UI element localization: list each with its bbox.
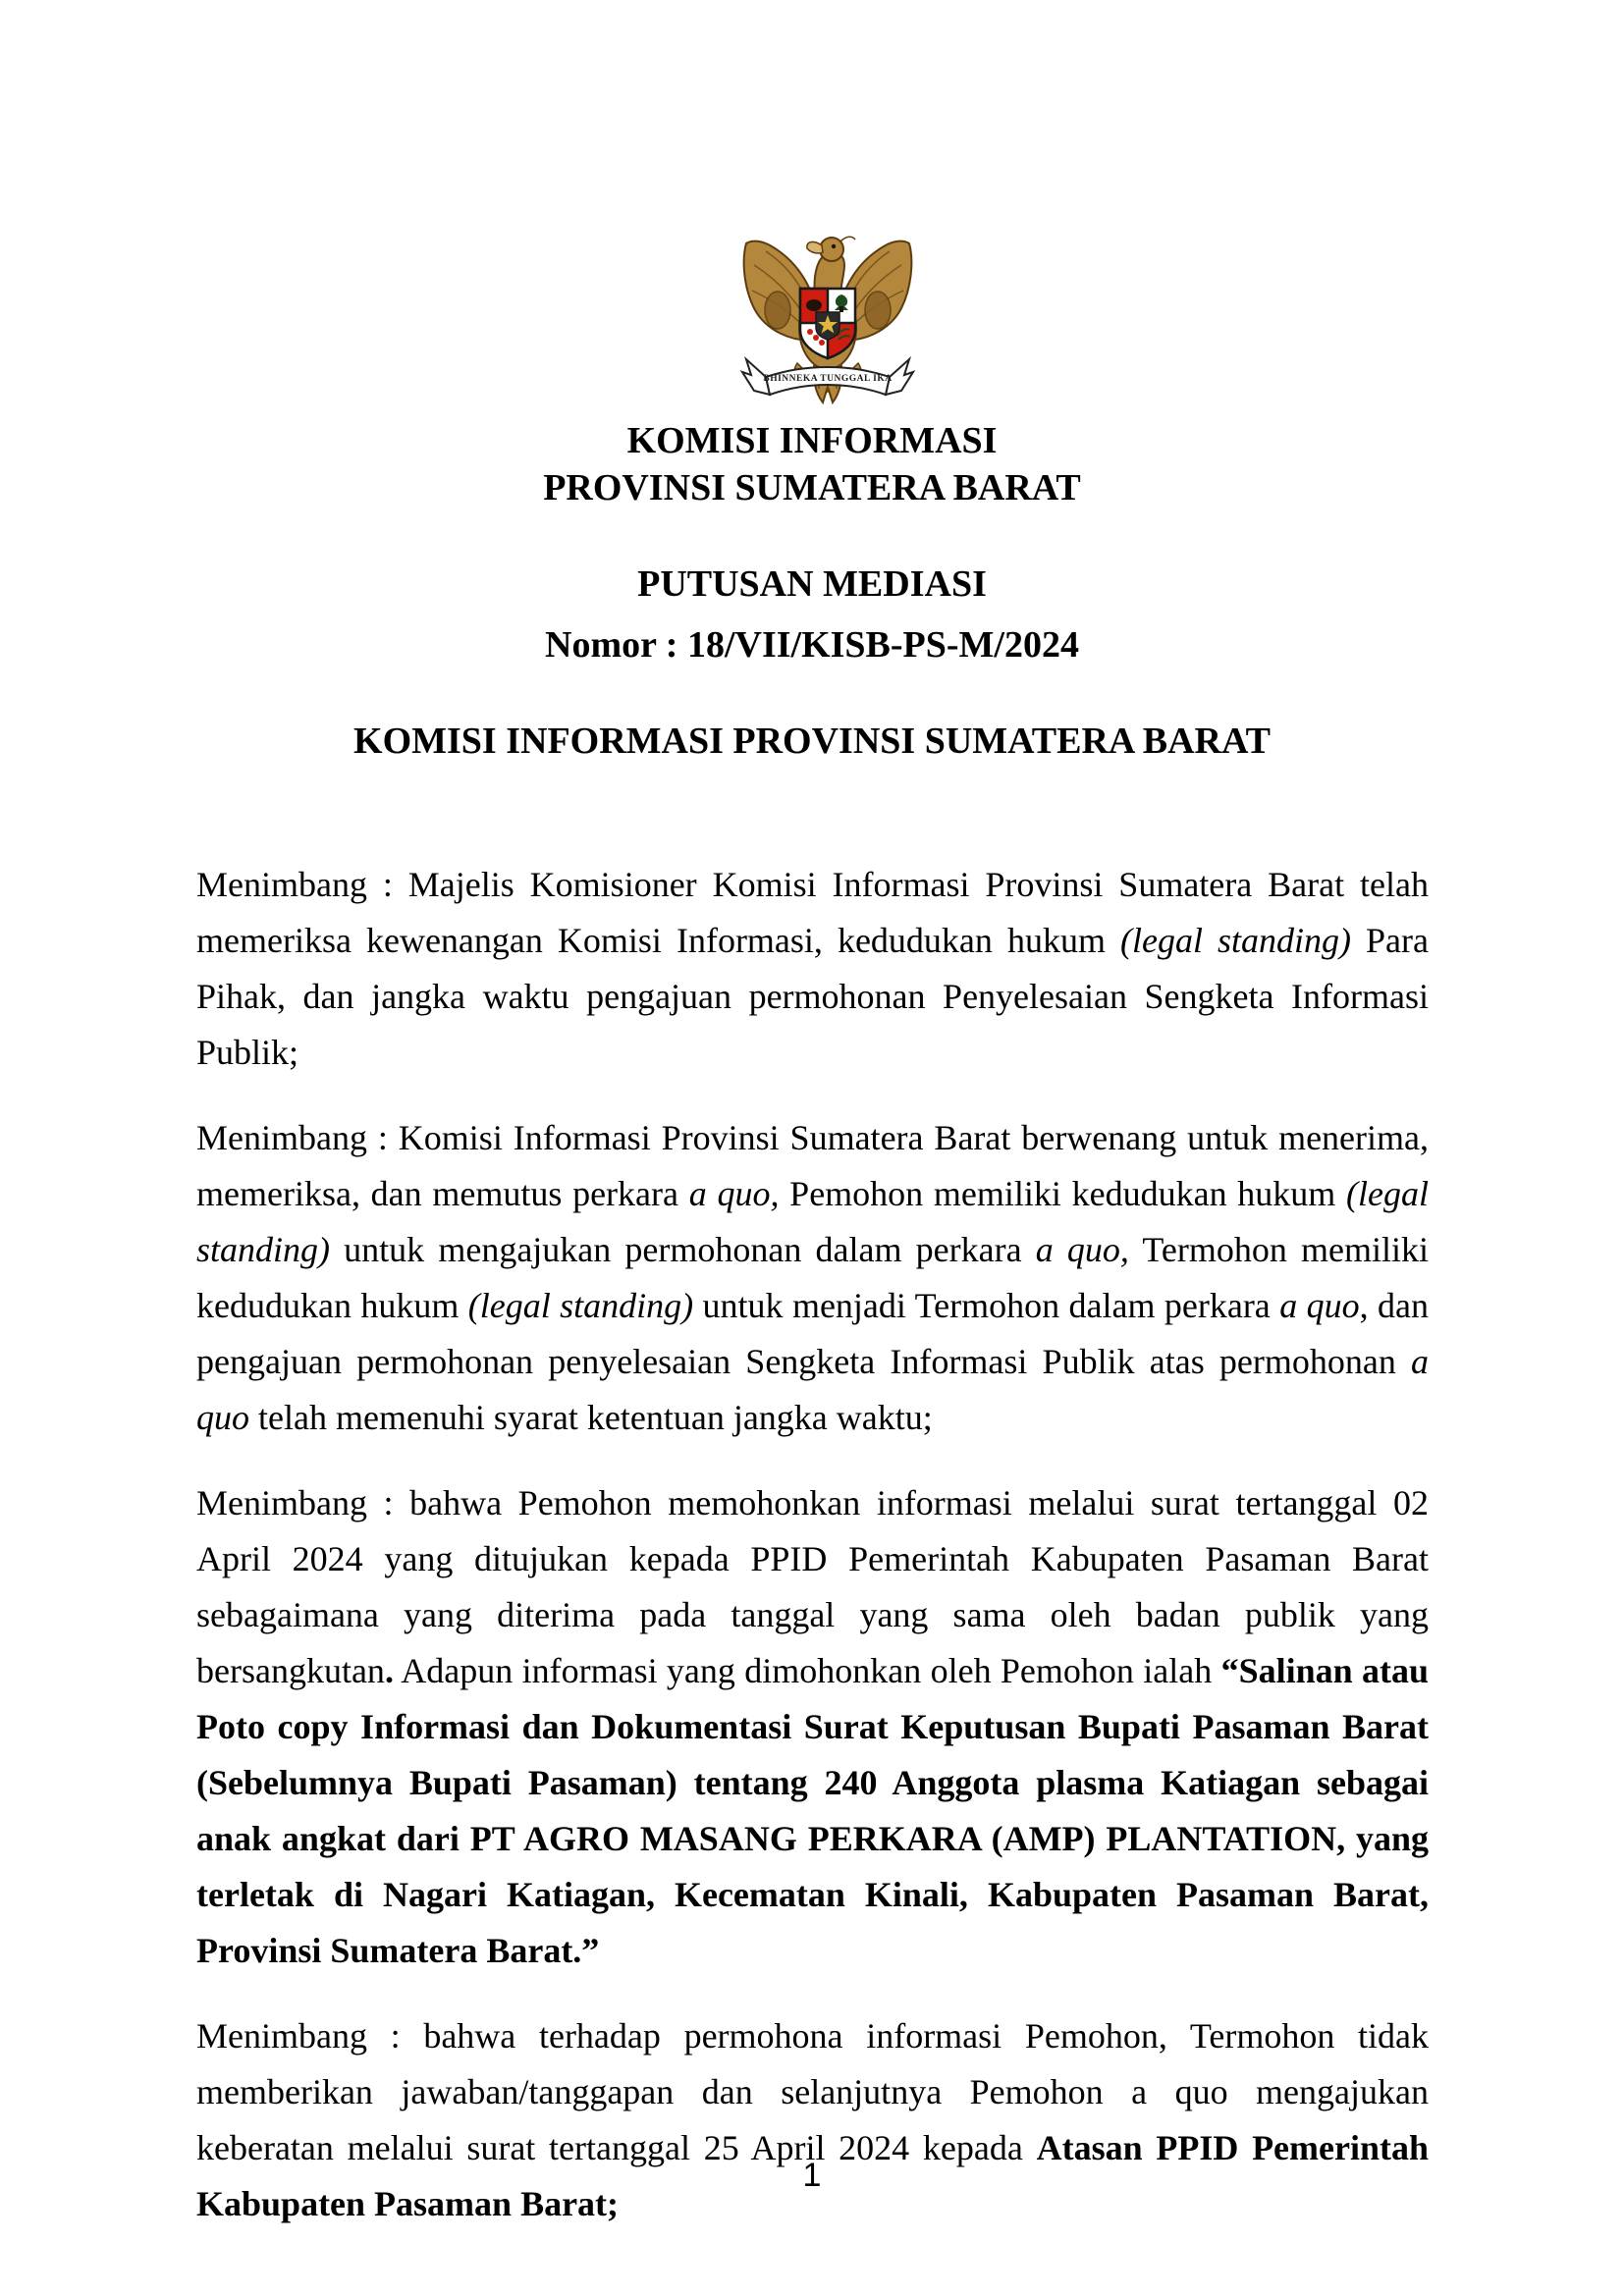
paragraph-segment: (legal standing) [1119, 921, 1351, 960]
document-subtitle: KOMISI INFORMASI PROVINSI SUMATERA BARAT [353, 721, 1271, 762]
paragraph-segment: (legal standing) [467, 1286, 694, 1325]
emblem-scroll-text: BHINNEKA TUNGGAL IKA [763, 374, 893, 384]
paragraph-segment: Para Pihak, dan jangka waktu pengajuan permohonan Penyelesaian Sengketa Informasi Publik; [196, 921, 1429, 1072]
garuda-pancasila-icon [736, 214, 919, 408]
paragraph-segment: Menimbang : Komisi Informasi Provinsi Sumatera Barat berwenang untuk menerima, memeriksa, dan memutus perkara [196, 1118, 1429, 1213]
paragraph [196, 2008, 1429, 2232]
paragraph [196, 1110, 1429, 1446]
paragraph-segment: Termohon memiliki kedudukan hukum [196, 1230, 1430, 1325]
paragraph-segment: Menimbang : bahwa terhadap permohona informasi Pemohon, Termohon tidak memberikan jawaban/tanggapan dan selanjutnya Pemohon a quo mengajukan keberatan melalui surat tertanggal 25 April 2024 kepada [196, 2016, 1429, 2167]
paragraph [196, 1475, 1429, 1979]
paragraph [196, 857, 1429, 1081]
paragraph-segment: untuk mengajukan permohonan dalam perkara [330, 1230, 1036, 1269]
paragraph-segment: untuk menjadi Termohon dalam perkara [693, 1286, 1280, 1325]
garuda-pancasila-emblem [736, 214, 919, 408]
org-name-line1: KOMISI INFORMASI [626, 420, 998, 461]
paragraph-segment: Adapun informasi yang dimohonkan oleh Pemohon ialah [393, 1651, 1221, 1690]
paragraph-segment: Menimbang : bahwa Pemohon memohonkan informasi melalui surat tertanggal 02 April 2024 yang ditujukan kepada PPID Pemerintah Kabupaten Pasaman Barat sebagaimana yang diterima pada tanggal yang sama oleh badan publik yang bersangkutan [196, 1483, 1429, 1690]
page-number: 1 [802, 2157, 822, 2194]
paragraph-segment: Pemohon memiliki kedudukan hukum [779, 1174, 1347, 1213]
paragraph-segment: a quo, [688, 1174, 780, 1213]
paragraph-segment: a quo [196, 1342, 1429, 1437]
paragraph-segment: . [384, 1651, 394, 1690]
paragraph-segment: , dan pengajuan permohonan penyelesaian Sengketa Informasi Publik atas permohonan [196, 1286, 1429, 1381]
case-number: Nomor : 18/VII/KISB-PS-M/2024 [545, 624, 1079, 666]
org-name-line2: PROVINSI SUMATERA BARAT [543, 467, 1081, 508]
org-name [0, 417, 1624, 511]
paragraph-segment: “Salinan atau Poto copy Informasi dan Dokumentasi Surat Keputusan Bupati Pasaman Barat (Sebelumnya Bupati Pasaman) tentang 240 Anggota plasma Katiagan sebagai anak angkat dari PT AGRO MASANG PERKARA (AMP) PLANTATION, yang terletak di Nagari Katiagan, Kecematan Kinali, Kabupaten Pasaman Barat, Provinsi Sumatera Barat.” [196, 1651, 1430, 1970]
paragraph-segment: a quo [1279, 1286, 1360, 1325]
paragraph-segment: (legal standing) [196, 1174, 1430, 1269]
paragraph-segment: a quo, [1035, 1230, 1129, 1269]
document-title: PUTUSAN MEDIASI [637, 563, 987, 605]
paragraph-segment: telah memenuhi syarat ketentuan jangka waktu; [249, 1398, 933, 1437]
paragraph-segment: Menimbang : Majelis Komisioner Komisi Informasi Provinsi Sumatera Barat telah memeriksa kewenangan Komisi Informasi, kedudukan hukum [196, 865, 1429, 960]
paragraph-segment: Atasan PPID Pemerintah Kabupaten Pasaman Barat; [196, 2128, 1430, 2223]
document-body [196, 857, 1429, 2232]
